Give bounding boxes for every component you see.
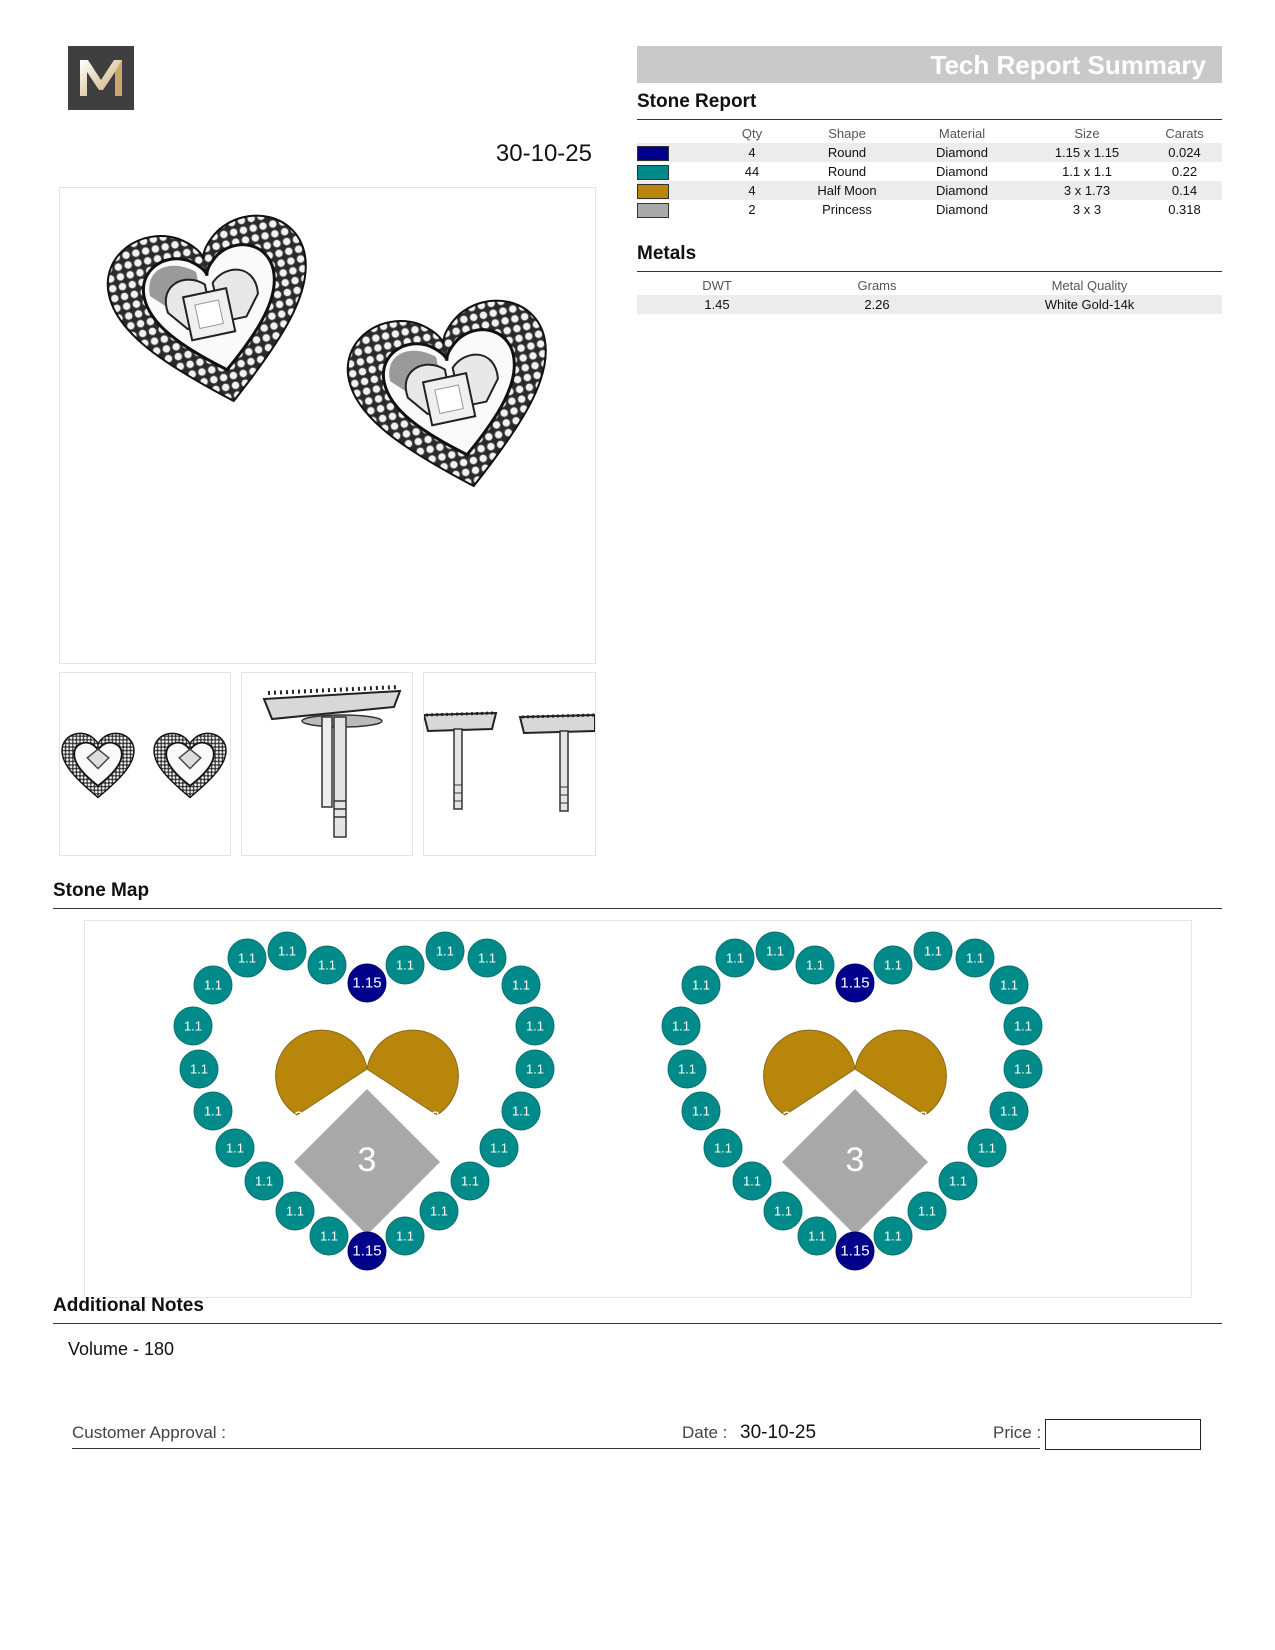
notes-heading: Additional Notes [53,1295,204,1316]
round-stone-label: 1.1 [1013,1061,1033,1077]
half-moon-stone [367,1030,458,1115]
round-stone-label: 1.1 [225,1140,245,1156]
round-stone-label: 1.1 [429,1203,449,1219]
round-stone-label: 1.1 [948,1173,968,1189]
round-stone-label: 1.1 [460,1173,480,1189]
round-stone-label: 1.1 [203,977,223,993]
column-header: Size [1074,125,1100,141]
table-row [637,162,1222,181]
half-moon-stone [276,1030,367,1115]
material-cell: Diamond [897,143,1027,162]
column-header: Shape [828,125,866,141]
round-stone-label: 1.1 [237,950,257,966]
metals-rule [637,271,1222,272]
swatch-column-header [637,123,707,143]
column-header: Qty [741,125,763,141]
princess-label: 3 [357,1141,377,1179]
stone-map-panel [84,920,1192,1298]
round-stone-label: 1.1 [525,1018,545,1034]
shape-cell: Princess [822,202,872,217]
column-header: Carats [1165,125,1204,141]
half-moon-label: 3 x 1.7 [294,1108,340,1126]
table-row [637,143,1222,162]
round-stone-label: 1.1 [883,957,903,973]
round-stone-label: 1.1 [999,1103,1019,1119]
round-stone-label: 1.1 [773,1203,793,1219]
half-moon-stone [764,1030,855,1115]
round-stone-label: 1.1 [395,957,415,973]
shape-cell: Half Moon [797,181,897,200]
metal-quality-cell: White Gold-14k [957,295,1222,314]
round-stone-label: 1.1 [435,943,455,959]
back-view-render [424,673,595,855]
thumbnail-side-view [241,672,413,856]
round-stone-label: 1.1 [277,943,297,959]
half-moon-label: x 1.73 [886,1108,928,1126]
thumbnail-front-view [59,672,231,856]
round-stone-label: 1.1 [807,1228,827,1244]
color-swatch [637,184,669,199]
round-stone-label: 1.1 [977,1140,997,1156]
carats-cell: 0.14 [1147,181,1222,200]
qty-cell: 4 [707,181,797,200]
dwt-cell: 1.45 [637,295,797,314]
round-stone-label: 1.1 [203,1103,223,1119]
front-view-render [60,673,230,855]
round-stone-label: 1.1 [713,1140,733,1156]
size-cell: 3 x 1.73 [1027,181,1147,200]
price-input-box[interactable] [1045,1419,1201,1450]
logo-m-mark [68,46,134,110]
half-moon-stone [855,1030,946,1115]
round-stone-label: 1.1 [319,1228,339,1244]
round-stone-label: 1.1 [511,1103,531,1119]
signature-line[interactable] [72,1448,1040,1449]
round-stone-label: 1.1 [765,943,785,959]
round-stone-label: 1.1 [691,1103,711,1119]
round-stone-label: 1.1 [999,977,1019,993]
stone-map-diagram [85,921,1191,1297]
color-swatch [637,165,669,180]
report-date: 30-10-25 [495,140,592,167]
material-cell: Diamond [897,181,1027,200]
round-stone-label: 1.1 [285,1203,305,1219]
table-row [637,200,1222,219]
material-cell: Diamond [935,202,989,217]
carats-cell: 0.024 [1147,143,1222,162]
stone-table-header [637,123,1222,143]
main-product-image [59,187,596,664]
shape-cell: Round [827,164,867,179]
color-swatch [637,203,669,218]
table-row [637,181,1222,200]
material-cell: Diamond [935,164,989,179]
round-stone-label: 1.1 [965,950,985,966]
accent-stone-label: 1.15 [840,974,870,992]
round-stone-label: 1.1 [317,957,337,973]
metals-table [637,275,1222,314]
round-stone-label: 1.1 [525,1061,545,1077]
approval-date-label: Date : [682,1423,728,1442]
customer-approval-label: Customer Approval : [72,1423,227,1442]
half-moon-label: 3 x 1.7 [782,1108,828,1126]
round-stone-label: 1.1 [917,1203,937,1219]
round-stone-label: 1.1 [189,1061,209,1077]
size-cell: 1.1 x 1.1 [1062,164,1112,179]
heart-earrings-render [60,188,595,663]
thumbnail-back-view [423,672,596,856]
approval-date-value: 30-10-25 [740,1422,817,1443]
side-view-render [242,673,412,855]
grams-cell: 2.26 [797,295,957,314]
report-title: Tech Report Summary [930,50,1206,80]
carats-cell: 0.318 [1168,202,1201,217]
princess-label: 3 [845,1141,865,1179]
round-stone-label: 1.1 [883,1228,903,1244]
notes-rule [53,1323,1222,1324]
column-header: Metal Quality [1051,277,1128,293]
stone-map-rule [53,908,1222,909]
accent-stone-label: 1.15 [352,974,382,992]
stone-map-heading: Stone Map [53,880,150,901]
column-header: Grams [857,277,897,293]
round-stone-label: 1.1 [183,1018,203,1034]
round-stone-label: 1.1 [477,950,497,966]
round-stone-label: 1.1 [671,1018,691,1034]
stone-report-rule [637,119,1222,120]
notes-text: Volume - 180 [68,1339,175,1359]
round-stone-label: 1.1 [805,957,825,973]
round-stone-label: 1.1 [691,977,711,993]
qty-cell: 4 [707,143,797,162]
company-logo [68,46,134,110]
qty-cell: 44 [744,164,760,179]
size-cell: 3 x 3 [1072,202,1102,217]
qty-cell: 2 [748,202,756,217]
shape-cell: Round [797,143,897,162]
round-stone-label: 1.1 [254,1173,274,1189]
round-stone-label: 1.1 [725,950,745,966]
metals-table-header [637,275,1222,295]
carats-cell: 0.22 [1171,164,1198,179]
table-row [637,295,1222,314]
round-stone-label: 1.1 [742,1173,762,1189]
round-stone-label: 1.1 [1013,1018,1033,1034]
title-bar [637,46,1222,83]
round-stone-label: 1.1 [677,1061,697,1077]
round-stone-label: 1.1 [489,1140,509,1156]
color-swatch [637,146,669,161]
stone-report-table [637,123,1222,219]
stone-report-heading: Stone Report [637,91,757,112]
size-cell: 1.15 x 1.15 [1027,143,1147,162]
metals-heading: Metals [637,243,697,264]
accent-stone-label: 1.15 [352,1242,382,1260]
accent-stone-label: 1.15 [840,1242,870,1260]
round-stone-label: 1.1 [511,977,531,993]
round-stone-label: 1.1 [923,943,943,959]
column-header: DWT [702,277,732,293]
price-label: Price : [993,1423,1042,1442]
column-header: Material [938,125,986,141]
half-moon-label: x 1.73 [398,1108,440,1126]
round-stone-label: 1.1 [395,1228,415,1244]
